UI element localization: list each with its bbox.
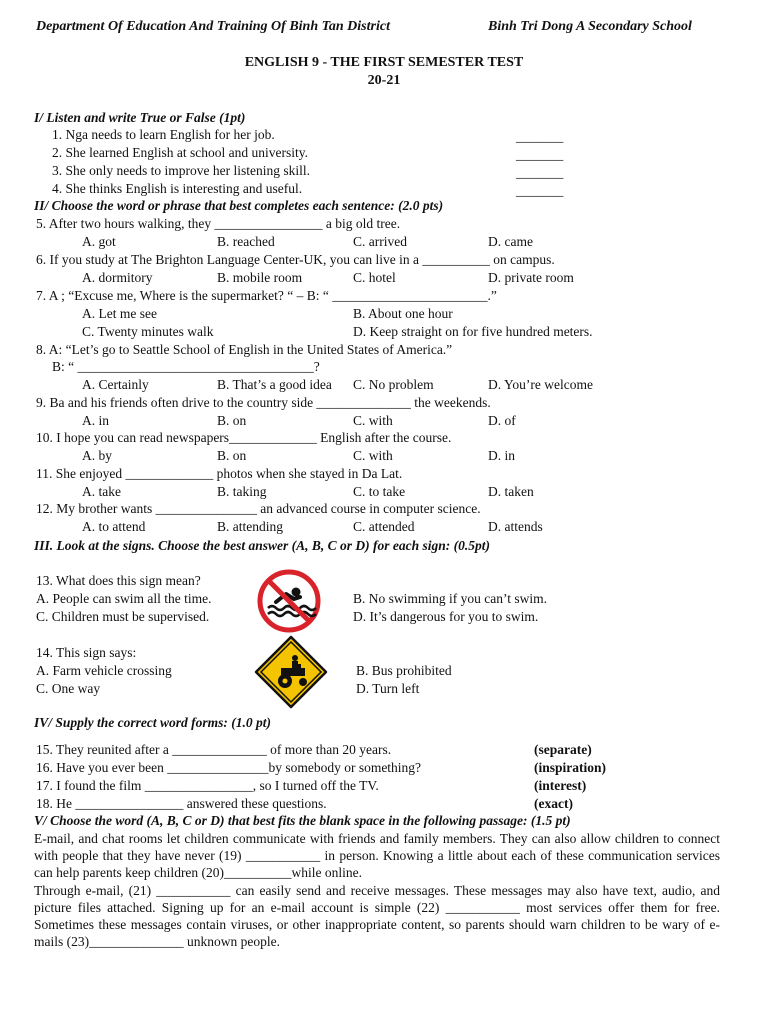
option-6c: C. hotel — [353, 270, 396, 285]
option-11b: B. taking — [217, 484, 267, 499]
question-6: 6. If you study at The Brighton Language Center-UK, you can live in a __________ on campus. — [36, 252, 555, 267]
option-8b: B. That’s a good idea — [217, 377, 332, 392]
option-5c: C. arrived — [353, 234, 407, 249]
option-5b: B. reached — [217, 234, 275, 249]
question-11: 11. She enjoyed _____________ photos when she stayed in Da Lat. — [36, 466, 403, 481]
question-8-response: B: “ ___________________________________? — [52, 359, 320, 374]
option-8c: C. No problem — [353, 377, 434, 392]
section-1-heading: I/ Listen and write True or False (1pt) — [34, 110, 246, 125]
option-7b: B. About one hour — [353, 306, 453, 321]
option-9a: A. in — [82, 413, 109, 428]
option-5a: A. got — [82, 234, 116, 249]
question-13: 13. What does this sign mean? — [36, 573, 201, 588]
question-15: 15. They reunited after a ______________ of more than 20 years. — [36, 742, 392, 757]
question-5: 5. After two hours walking, they ________________ a big old tree. — [36, 216, 401, 231]
school-year: 20-21 — [367, 73, 401, 88]
no-swimming-sign-icon — [256, 568, 322, 634]
question-12: 12. My brother wants _______________ an advanced course in computer science. — [36, 501, 481, 516]
option-14a: A. Farm vehicle crossing — [36, 663, 172, 678]
option-12d: D. attends — [488, 519, 543, 534]
section-5-heading: V/ Choose the word (A, B, C or D) that best fits the blank space in the following passage: (1.5 pt) — [34, 813, 571, 828]
option-13d: D. It’s dangerous for you to swim. — [353, 609, 539, 624]
answer-blank-1: _______ — [516, 129, 564, 144]
option-11d: D. taken — [488, 484, 534, 499]
answer-blank-4: _______ — [516, 183, 564, 198]
option-10a: A. by — [82, 448, 112, 463]
option-14d: D. Turn left — [356, 681, 420, 696]
option-10d: D. in — [488, 448, 515, 463]
option-7a: A. Let me see — [82, 306, 157, 321]
option-13a: A. People can swim all the time. — [36, 591, 212, 606]
answer-blank-3: _______ — [516, 165, 564, 180]
section-2-heading: II/ Choose the word or phrase that best completes each sentence: (2.0 pts) — [34, 198, 444, 213]
option-11a: A. take — [82, 484, 121, 499]
option-9b: B. on — [217, 413, 247, 428]
question-18: 18. He ________________ answered these questions. — [36, 796, 327, 811]
option-14b: B. Bus prohibited — [356, 663, 452, 678]
school-header: Binh Tri Dong A Secondary School — [488, 19, 692, 34]
question-7: 7. A ; “Excuse me, Where is the supermarket? “ – B: “ _______________________.” — [36, 288, 497, 303]
question-3: 3. She only needs to improve her listening skill. — [52, 163, 310, 178]
question-17: 17. I found the film ________________, so I turned off the TV. — [36, 778, 379, 793]
option-12c: C. attended — [353, 519, 415, 534]
option-6b: B. mobile room — [217, 270, 303, 285]
option-10c: C. with — [353, 448, 393, 463]
section-4-heading: IV/ Supply the correct word forms: (1.0 pt) — [34, 715, 272, 730]
word-hint-16: (inspiration) — [534, 760, 607, 775]
option-9d: D. of — [488, 413, 516, 428]
tractor-crossing-sign-icon — [253, 634, 329, 710]
question-9: 9. Ba and his friends often drive to the country side ______________ the weekends. — [36, 395, 491, 410]
answer-blank-2: _______ — [516, 147, 564, 162]
word-hint-18: (exact) — [534, 796, 573, 811]
option-13b: B. No swimming if you can’t swim. — [353, 591, 547, 606]
question-4: 4. She thinks English is interesting and useful. — [52, 181, 303, 196]
question-10: 10. I hope you can read newspapers_____________ English after the course. — [36, 430, 452, 445]
question-16: 16. Have you ever been _______________by somebody or something? — [36, 760, 422, 775]
test-title: ENGLISH 9 - THE FIRST SEMESTER TEST — [244, 55, 524, 70]
option-6a: A. dormitory — [82, 270, 153, 285]
department-header: Department Of Education And Training Of Binh Tan District — [36, 19, 390, 34]
option-13c: C. Children must be supervised. — [36, 609, 210, 624]
option-12a: A. to attend — [82, 519, 146, 534]
option-12b: B. attending — [217, 519, 283, 534]
option-10b: B. on — [217, 448, 247, 463]
option-11c: C. to take — [353, 484, 406, 499]
question-8: 8. A: “Let’s go to Seattle School of English in the United States of America.” — [36, 342, 453, 357]
word-hint-17: (interest) — [534, 778, 587, 793]
question-1: 1. Nga needs to learn English for her job. — [52, 127, 275, 142]
question-14: 14. This sign says: — [36, 645, 137, 660]
word-hint-15: (separate) — [534, 742, 592, 757]
option-7c: C. Twenty minutes walk — [82, 324, 214, 339]
option-8a: A. Certainly — [82, 377, 149, 392]
option-9c: C. with — [353, 413, 393, 428]
option-6d: D. private room — [488, 270, 574, 285]
option-8d: D. You’re welcome — [488, 377, 593, 392]
option-14c: C. One way — [36, 681, 101, 696]
section-3-heading: III. Look at the signs. Choose the best answer (A, B, C or D) for each sign: (0.5pt) — [34, 538, 491, 553]
passage-paragraph-2: Through e-mail, (21) ___________ can easily send and receive messages. These messages may also have text, audio, and picture files attached. Signing up for an e-mail account is simple (22) ___________ most services offer them for free. Sometimes these messages contain viruses, or other inappropriate content, so parents should warn children to be wary of e-mails (23)______________ unknown people. — [34, 882, 720, 950]
passage-paragraph-1: E-mail, and chat rooms let children communicate with friends and family members. They can also allow children to connect with people that they have never (19) ___________ in person. Knowing a little about each of these communication services can help parents keep children (20)__________while online. — [34, 831, 720, 881]
option-7d: D. Keep straight on for five hundred meters. — [353, 324, 593, 339]
question-2: 2. She learned English at school and university. — [52, 145, 308, 160]
reading-passage — [34, 830, 720, 950]
option-5d: D. came — [488, 234, 533, 249]
